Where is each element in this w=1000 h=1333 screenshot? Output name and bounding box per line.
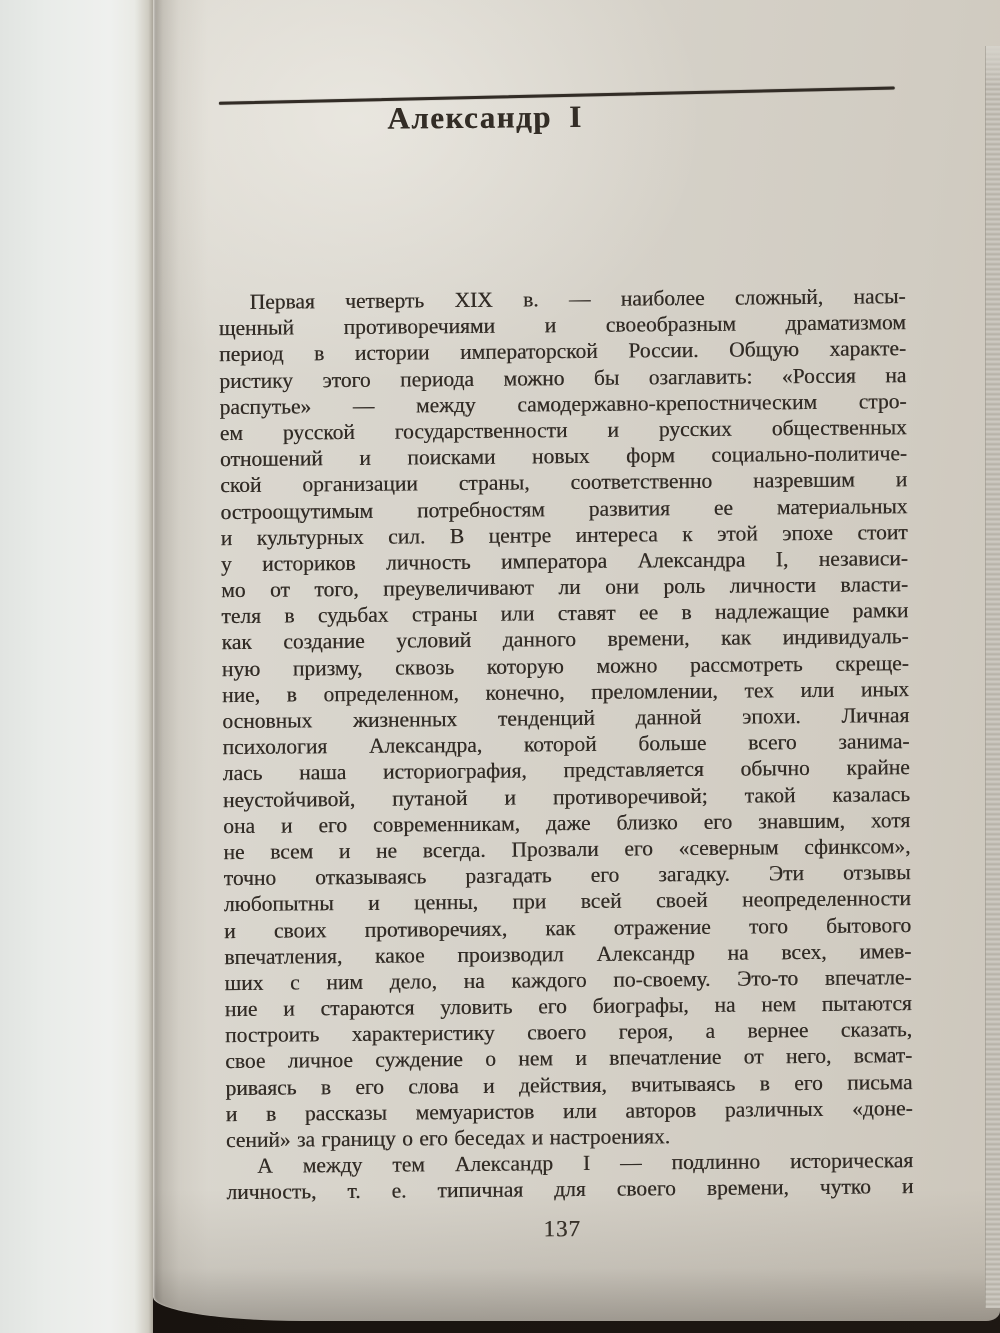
chapter-title: Александр I: [387, 98, 583, 136]
text-line: и в рассказы мемуаристов или авторов различных «доне-: [225, 1095, 913, 1126]
text-line: построить характеристику своего героя, а вернее сказать,: [224, 1017, 913, 1048]
text-line: не всем и не всегда. Прозвали его «северным сфинксом»,: [223, 834, 911, 865]
text-line: личность, т. е. типичная для своего времени, чутко и: [226, 1174, 914, 1205]
text-line: основных жизненных тенденций данной эпохи. Личная: [222, 703, 910, 734]
text-line: как создание условий данного времени, как индивидуаль-: [221, 624, 909, 655]
text-line: мо от того, преувеличивают ли они роль личности власти-: [221, 572, 909, 603]
page-content: [153, 0, 1000, 1325]
text-line: психология Александра, которой больше всего занима-: [222, 729, 910, 760]
text-line: ристику этого периода можно бы озаглавить: «Россия на: [219, 362, 907, 393]
text-line: у историков личность императора Александра I, независи-: [220, 545, 908, 576]
text-line: остроощутимым потребностям развития ее материальных: [220, 493, 908, 524]
text-line: и культурных сил. В центре интереса к этой эпохе стоит: [220, 519, 908, 550]
text-line: риваясь в его слова и действия, вчитываясь в его письма: [225, 1069, 913, 1100]
text-line: ших с ним дело, на каждого по-своему. Это-то впечатле-: [224, 964, 912, 995]
text-line: А между тем Александр I — подлинно историческая: [257, 1148, 914, 1178]
text-line: сений» за границу о его беседах и настроениях.: [225, 1124, 671, 1153]
text-line: отношений и поисками новых форм социально-политиче-: [219, 441, 908, 472]
text-line: она и его современникам, даже близко его знавшим, хотя: [223, 807, 911, 838]
page-fore-edge: [985, 46, 1000, 1308]
text-line: ние и стараются уловить его биографы, на нем пытаются: [224, 991, 912, 1022]
text-line: период в истории императорской России. Общую характе-: [218, 336, 907, 367]
text-line: любопытны и ценны, при всей своей неопределенности: [223, 886, 911, 917]
facing-page: [0, 0, 153, 1333]
text-line: ние, в определенном, конечно, преломлении, тех или иных: [221, 676, 910, 707]
page-number: 137: [543, 1215, 582, 1242]
text-line: неустойчивой, путаной и противоречивой; такой казалась: [222, 781, 911, 812]
body-text: [219, 283, 914, 1206]
text-line: впечатления, какое производил Александр на всех, имев-: [224, 938, 912, 969]
text-line: лась наша историография, представляется обычно крайне: [222, 755, 910, 786]
text-line: распутье» — между самодержавно-крепостническим стро-: [219, 388, 907, 419]
text-line: точно отказываясь разгадать его загадку. Эти отзывы: [223, 860, 911, 891]
text-line: и своих противоречиях, как отражение того бытового: [224, 912, 912, 943]
book-page: [153, 0, 1000, 1321]
text-line: ем русской государственности и русских общественных: [219, 415, 907, 446]
text-line: Первая четверть XIX в. — наиболее сложный, насы-: [249, 284, 906, 314]
text-line: теля в судьбах страны или ставят ее в надлежащие рамки: [221, 598, 909, 629]
text-line: щенный противоречиями и своеобразным драматизмом: [218, 310, 906, 341]
text-line: свое личное суждение о нем и впечатление от него, всмат-: [225, 1043, 913, 1074]
text-line: ской организации страны, соответственно назревшим и: [220, 467, 908, 498]
text-line: ную призму, сквозь которую можно рассмотреть скреще-: [221, 650, 909, 681]
